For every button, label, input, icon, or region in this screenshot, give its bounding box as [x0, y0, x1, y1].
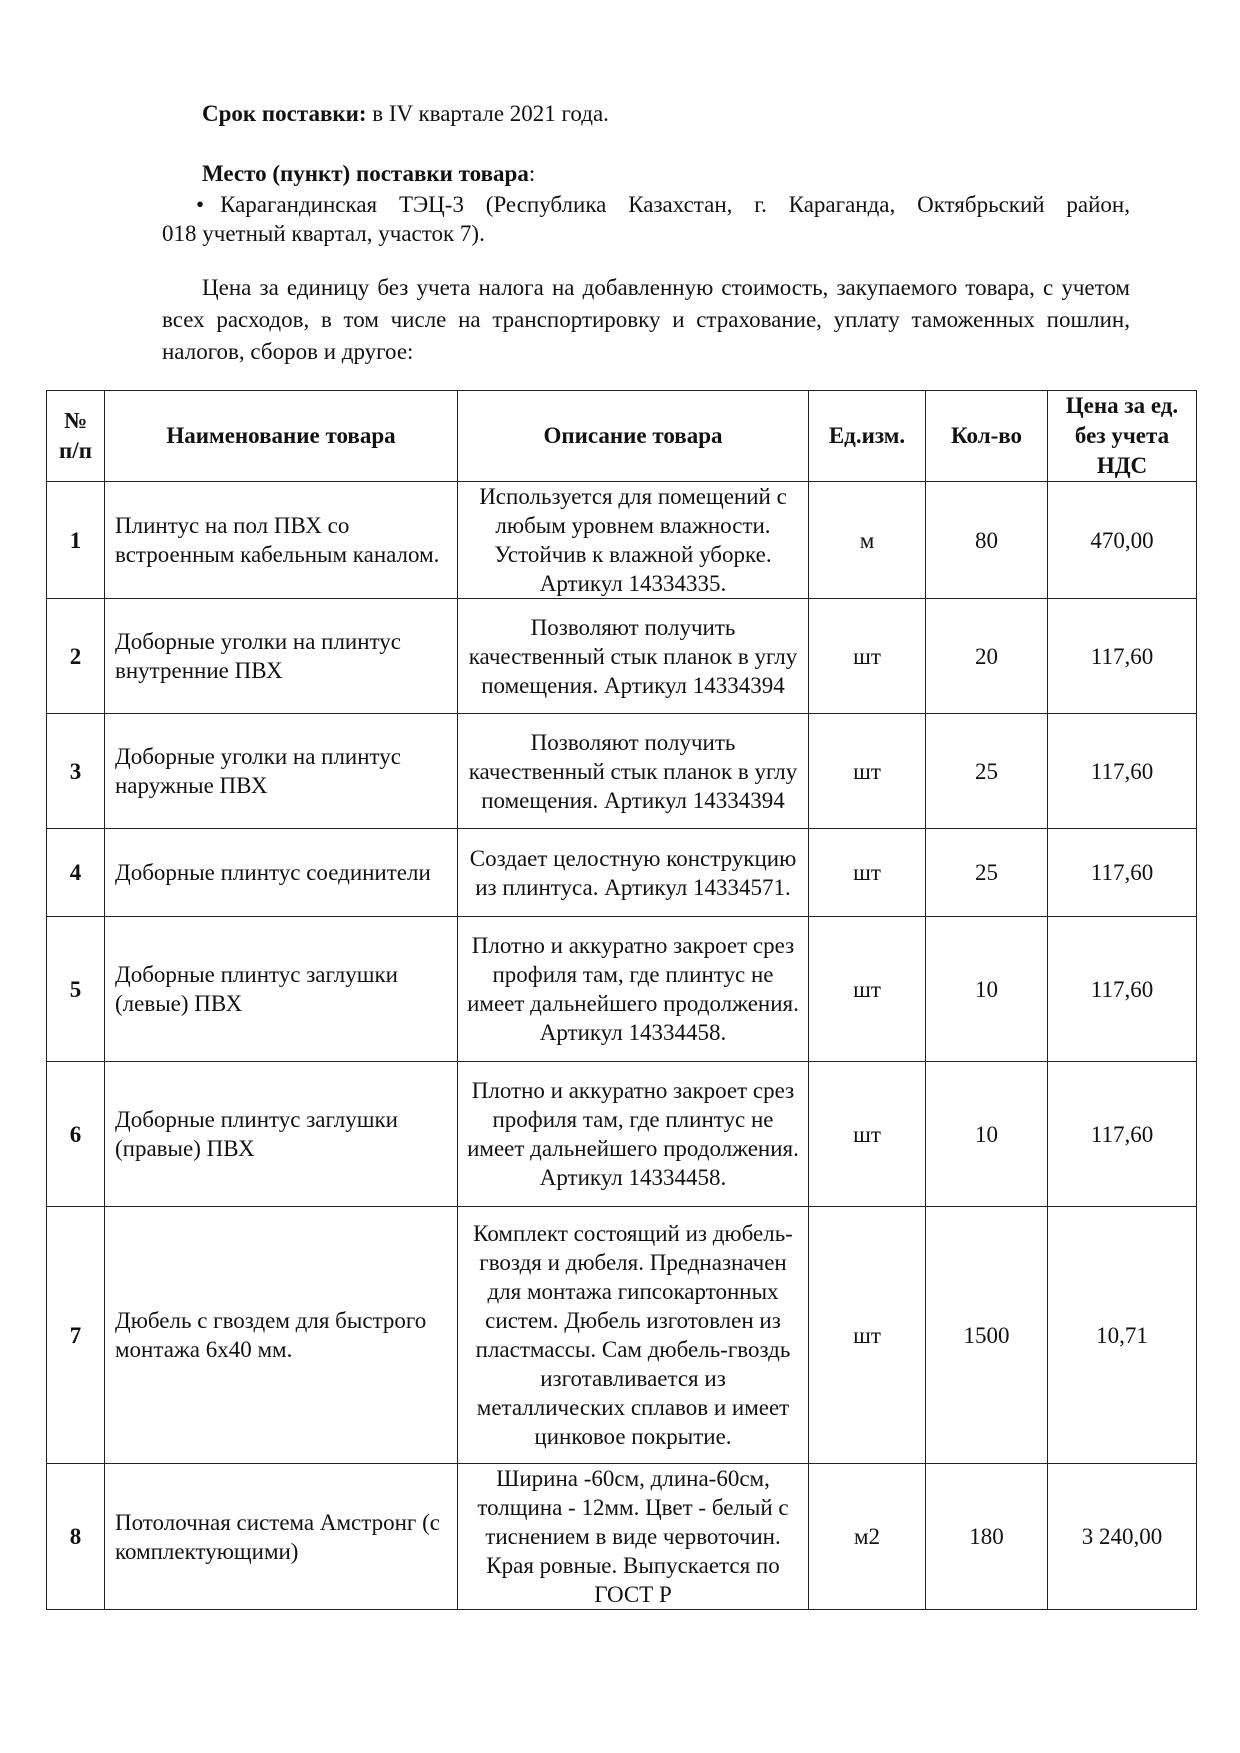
table-row: [47, 599, 1197, 714]
row-name: Доборные уголки на плинтус внутренние ПВХ: [105, 599, 458, 714]
table-row: [47, 1464, 1197, 1610]
header-name: Наименование товара: [105, 391, 458, 482]
table-header-row: [47, 391, 1197, 482]
row-unit: м2: [809, 1464, 926, 1610]
price-intro-paragraph: [162, 272, 1130, 368]
table-row: [47, 714, 1197, 829]
row-desc: Плотно и аккуратно закроет срез профиля там, где плинтус не имеет дальнейшего продолжения. Артикул 14334458.: [458, 1062, 809, 1207]
delivery-term: [202, 98, 609, 130]
header-num: № п/п: [47, 391, 105, 482]
delivery-term-value: в IV квартале 2021 года.: [366, 101, 609, 126]
row-qty: 80: [926, 482, 1048, 599]
delivery-place-address-line1: [196, 189, 1130, 221]
row-num: 7: [47, 1207, 105, 1464]
row-qty: 10: [926, 917, 1048, 1062]
row-unit: м: [809, 482, 926, 599]
bullet-icon: •: [196, 192, 205, 217]
row-desc: Ширина -60см, длина-60см, толщина - 12мм. Цвет - белый с тиснением в виде червоточин. Края ровные. Выпускается по ГОСТ Р: [458, 1464, 809, 1610]
row-desc: Позволяют получить качественный стык планок в углу помещения. Артикул 14334394: [458, 599, 809, 714]
goods-table: [46, 390, 1197, 1610]
delivery-place-heading: [202, 158, 535, 190]
row-qty: 180: [926, 1464, 1048, 1610]
row-unit: шт: [809, 1062, 926, 1207]
table-row: [47, 1207, 1197, 1464]
row-num: 1: [47, 482, 105, 599]
delivery-place-line1: Карагандинская ТЭЦ-3 (Республика Казахстан, г. Караганда, Октябрьский район,: [220, 192, 1130, 217]
row-name: Доборные плинтус заглушки (правые) ПВХ: [105, 1062, 458, 1207]
delivery-place-address-line2: 018 учетный квартал, участок 7).: [162, 221, 485, 246]
delivery-term-label: Срок поставки:: [202, 101, 367, 126]
row-num: 5: [47, 917, 105, 1062]
table-row: [47, 829, 1197, 917]
row-qty: 20: [926, 599, 1048, 714]
header-unit: Ед.изм.: [809, 391, 926, 482]
delivery-place-colon: :: [528, 161, 536, 186]
row-qty: 25: [926, 829, 1048, 917]
row-price: 117,60: [1048, 829, 1197, 917]
row-qty: 25: [926, 714, 1048, 829]
row-unit: шт: [809, 829, 926, 917]
row-name: Доборные плинтус соединители: [105, 829, 458, 917]
row-desc: Позволяют получить качественный стык планок в углу помещения. Артикул 14334394: [458, 714, 809, 829]
row-num: 8: [47, 1464, 105, 1610]
row-num: 6: [47, 1062, 105, 1207]
row-name: Плинтус на пол ПВХ со встроенным кабельным каналом.: [105, 482, 458, 599]
row-name: Дюбель с гвоздем для быстрого монтажа 6х40 мм.: [105, 1207, 458, 1464]
row-price: 3 240,00: [1048, 1464, 1197, 1610]
delivery-place-label: Место (пункт) поставки товара: [202, 161, 529, 186]
table-row: [47, 482, 1197, 599]
table-row: [47, 1062, 1197, 1207]
row-name: Доборные уголки на плинтус наружные ПВХ: [105, 714, 458, 829]
header-desc: Описание товара: [458, 391, 809, 482]
row-qty: 1500: [926, 1207, 1048, 1464]
row-price: 117,60: [1048, 714, 1197, 829]
row-unit: шт: [809, 1207, 926, 1464]
row-num: 2: [47, 599, 105, 714]
row-price: 117,60: [1048, 1062, 1197, 1207]
row-price: 10,71: [1048, 1207, 1197, 1464]
row-desc: Комплект состоящий из дюбель-гвоздя и дюбеля. Предназначен для монтажа гипсокартонных систем. Дюбель изготовлен из пластмассы. Сам дюбель-гвоздь изготавливается из металлических сплавов и имеет цинковое покрытие.: [458, 1207, 809, 1464]
row-num: 3: [47, 714, 105, 829]
row-desc: Создает целостную конструкцию из плинтуса. Артикул 14334571.: [458, 829, 809, 917]
row-desc: Плотно и аккуратно закроет срез профиля там, где плинтус не имеет дальнейшего продолжения. Артикул 14334458.: [458, 917, 809, 1062]
row-price: 117,60: [1048, 599, 1197, 714]
header-qty: Кол-во: [926, 391, 1048, 482]
row-price: 117,60: [1048, 917, 1197, 1062]
row-price: 470,00: [1048, 482, 1197, 599]
row-name: Потолочная система Амстронг (с комплектующими): [105, 1464, 458, 1610]
row-name: Доборные плинтус заглушки (левые) ПВХ: [105, 917, 458, 1062]
row-unit: шт: [809, 599, 926, 714]
table-row: [47, 917, 1197, 1062]
row-qty: 10: [926, 1062, 1048, 1207]
price-intro-text: Цена за единицу без учета налога на добавленную стоимость, закупаемого товара, с учетом всех расходов, в том числе на транспортировку и страхование, уплату таможенных пошлин, налогов, сборов и другое:: [162, 275, 1130, 364]
row-unit: шт: [809, 714, 926, 829]
header-price: Цена за ед. без учета НДС: [1048, 391, 1197, 482]
row-unit: шт: [809, 917, 926, 1062]
row-desc: Используется для помещений с любым уровнем влажности. Устойчив к влажной уборке. Артикул 14334335.: [458, 482, 809, 599]
row-num: 4: [47, 829, 105, 917]
